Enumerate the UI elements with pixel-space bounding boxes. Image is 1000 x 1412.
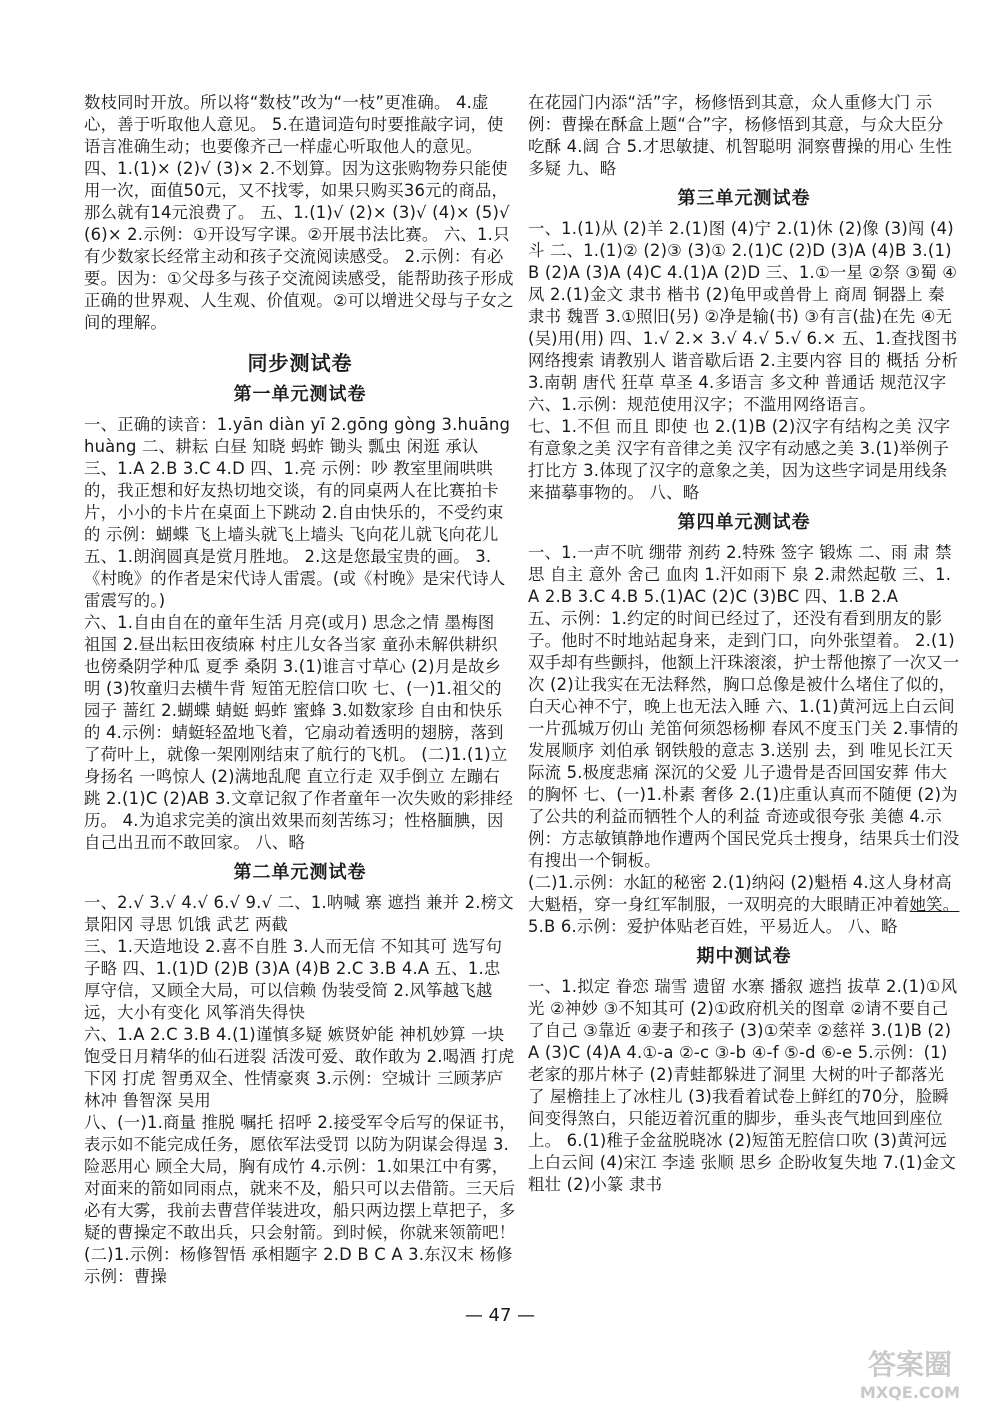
right-intro-text: 在花园门内添“活”字，杨修悟到其意，众人重修大门 示例：曹操在酥盒上题“合”字，杨修悟到其意，与众大臣分吃酥 4.阔 合 5.才思敏捷、机智聪明 洞察曹操的用心 生性多疑 九、略 xyxy=(528,93,953,178)
watermark-text: 答案圈 xyxy=(867,1348,953,1381)
unit3-answers: 一、1.(1)从 (2)羊 2.(1)图 (4)宁 2.(1)休 (2)像 (3)闯 (4)斗 二、1.(1)② (2)③ (3)① 2.(1)C (2)D (3)A (4)B 3.(1)B (2)A (3)A (4)C 4.(1)A (2)D 三、1.①一星 ②祭 ③蜀 ④凤 2.(1)金文 隶书 楷书 (2)龟甲或兽骨上 商周 铜器上 秦 隶书 魏晋 3.①照旧(另) ②净是输(书) ③有言(盐)在先 ④无(吴)用(用) 四、1.√ 2.× 3.√ 4.√ 5.√ 6.× 五、1.查找图书 网络搜索 请教别人 谐音歇后语 2.主要内容 目的 概括 分析 3.南朝 唐代 狂草 草圣 4.多语言 多文种 普通话 规范汉字 六、1.示例：规范使用汉字；不滥用网络语言。 七、1.不但 而且 即使 也 2.(1)B (2)汉字有结构之美 汉字有意象之美 汉字有音律之美 汉字有动感之美 3.(1)举例子 打比方 3.体现了汉字的意象之美，因为这些字词是用线条来描摹事物的。 八、略 xyxy=(528,219,959,502)
left-intro-text: 数枝同时开放。所以将“数枝”改为“一枝”更准确。 4.虚心，善于听取他人意见。 5.在遣词造句时要推敲字词，使语言准确生动；也要像齐己一样虚心听取他人的意见。 四、1.(1)× (2)√ (3)× 2.不划算。因为这张购物券只能使用一次，面值50元，又不找零，如果只购买36元的商品，那么就有14元浪费了。 五、1.(1)√ (2)× (3)√ (4)× (5)√ (6)× 2.示例：①开设写字课。②开展书法比赛。 六、1.只有少数家长经常主动和孩子交流阅读感受。 2.示例：有必要。因为：①父母多与孩子交流阅读感受，能帮助孩子形成正确的世界观、人生观、价值观。②可以增进父母与子女之间的理解。 xyxy=(84,93,514,332)
unit1-answers: 一、正确的读音：1.yān diàn yī 2.gōng gòng 3.huāng huàng 二、耕耘 白昼 知晓 蚂蚱 锄头 瓢虫 闲逛 承认 三、1.A 2.B 3.C 4.D 四、1.亮 示例：吵 教室里闹哄哄的，我正想和好友热切地交谈，有的同桌两人在比赛拍卡片，小小的卡片在桌面上下跳动 2.自由快乐的，不受约束的 示例：蝴蝶 飞上墙头就飞上墙头 飞向花儿就飞向花儿 五、1.朗润圆真是赏月胜地。 2.这是您最宝贵的画。 3.《村晚》的作者是宋代诗人雷震。(或《村晚》是宋代诗人雷震写的。) 六、1.自由自在的童年生活 月亮(或月) 思念之情 墨梅图 祖国 2.昼出耘田夜绩麻 村庄儿女各当家 童孙未解供耕织 也傍桑阴学种瓜 夏季 桑阴 3.(1)谁言寸草心 (2)月是故乡明 (3)牧童归去横牛背 短笛无腔信口吹 七、(一)1.祖父的园子 蔷红 2.蝴蝶 蜻蜓 蚂蚱 蜜蜂 3.如数家珍 自由和快乐的 4.示例：蜻蜓轻盈地飞着，它扇动着透明的翅膀，落到了荷叶上，就像一架刚刚结束了航行的飞机。 (二)1.(1)立身扬名 一鸣惊人 (2)满地乱爬 直立行走 双手倒立 左蹦右跳 2.(1)C (2)AB 3.文章记叙了作者童年一次失败的彩排经历。 4.为追求完美的演出效果而刻苦练习；性格腼腆，因自己出丑而不敢回家。 八、略 xyxy=(84,415,514,852)
midterm-answers: 一、1.拟定 眷恋 瑞雪 遗留 水寨 播叙 遮挡 拔草 2.(1)①风光 ②神妙 ③不知其可 (2)①政府机关的图章 ②请不要自己了自己 ③靠近 ④妻子和孩子 (3)①荣幸 ②慈祥 3.(1)B (2)A (3)C (4)A 4.①-a ②-c ③-b ④-f ⑤-d ⑥-e 5.示例：(1)老家的那片林子 (2)青蛙都躲进了洞里 大树的叶子都落光了 屋檐挂上了冰柱儿 (3)我看着试卷上鲜红的70分，脸瞬间变得煞白，只能迈着沉重的脚步，垂头丧气地回到座位上。 6.(1)稚子金盆脱晓冰 (2)短笛无腔信口吹 (3)黄河远上白云间 (4)宋江 李逵 张顺 思乡 企盼收复失地 7.(1)金文 粗壮 (2)小篆 隶书 xyxy=(528,977,962,1194)
unit4-title: 第四单元测试卷 xyxy=(677,512,811,533)
unit4-answers-tail: 5.B 6.示例：爱护体贴老百姓，平易近人。 八、略 xyxy=(528,895,965,936)
page-number: — 47 — xyxy=(464,1305,536,1326)
unit3-title: 第三单元测试卷 xyxy=(677,188,811,209)
left-column xyxy=(84,92,516,1288)
right-column xyxy=(528,92,965,1196)
watermark-url: MXQE.COM xyxy=(859,1383,961,1402)
midterm-title: 期中测试卷 xyxy=(696,946,792,967)
unit2-answers: 一、2.√ 3.√ 4.√ 6.√ 9.√ 二、1.呐喊 寨 遮挡 兼并 2.榜文 景阳冈 寻思 饥饿 武艺 两截 三、1.天造地设 2.喜不自胜 3.人而无信 不知其可 选写句子略 四、1.(1)D (2)B (3)A (4)B 2.C 3.B 4.A 五、1.忠厚守信，又顾全大局，可以信赖 伪装受简 2.风筝越飞越远，大小有变化 风筝消失得快 六、1.A 2.C 3.B 4.(1)谨慎多疑 嫉贤妒能 神机妙算 一块饱受日月精华的仙石迸裂 活泼可爱、敢作敢为 2.喝酒 打虎 下冈 打虎 智勇双全、性情豪爽 3.示例：空城计 三顾茅庐 林冲 鲁智深 吴用 八、(一)1.商量 推脱 嘱托 招呼 2.接受军令后写的保证书，表示如不能完成任务，愿依军法受罚 以防为阴谋会得逞 3.险恶用心 顾全大局，胸有成竹 4.示例：1.如果江中有雾，对面来的箭如同雨点，就来不及，船只可以去借箭。三天后必有大雾，我前去曹营佯装进攻，船只两边摆上草把子，多疑的曹操定不敢出兵，只会射箭。到时候，你就来领箭吧！ (二)1.示例：杨修智悟 承相题字 2.D B C A 3.东汉末 杨修 示例：曹操 xyxy=(84,893,516,1286)
unit2-title: 第二单元测试卷 xyxy=(233,862,367,883)
unit1-title: 第一单元测试卷 xyxy=(233,384,367,405)
unit4-answers-main: 一、1.一声不吭 绷带 剂药 2.特殊 签字 锻炼 二、雨 肃 禁 思 自主 意外 舍己 血肉 1.汗如雨下 泉 2.肃然起敬 三、1.A 2.B 3.C 4.B 5.(1)AC (2)C (3)BC 四、1.B 2.A 五、示例：1.约定的时间已经过了，还没有看到朋友的影子。他时不时地站起身来，走到门口，向外张望着。 2.(1)双手却有些颤抖，他额上汗珠滚滚，护士帮他擦了一次又一次 (2)让我实在无法释然，胸口总像是被什么堵住了似的，白天心神不宁，晚上也无法入睡 六、1.(1)黄河远上白云间 一片孤城万仞山 羌笛何须怨杨柳 春风不度玉门关 2.事情的发展顺序 刘伯承 钢铁般的意志 3.送别 去，到 唯见长江天际流 5.极度悲痛 深沉的父爱 儿子遗骨是否回国安葬 伟大的胸怀 七、(一)1.朴素 奢侈 2.(1)庄重认真而不随便 (2)为了公共的利益而牺牲个人的利益 奇迹或很夸张 美德 4.示例：方志敏镇静地作遭两个国民党兵士搜身，结果兵士们没有搜出一个铜板。 (二)1.示例：水缸的秘密 2.(1)纳闷 (2)魁梧 4.这人身材高大魁梧，穿一身红军制服，一双明亮的大眼睛正冲着 xyxy=(528,543,960,914)
main-section-title: 同步测试卷 xyxy=(247,351,353,375)
watermark-logo xyxy=(830,1340,990,1404)
unit4-answers xyxy=(528,542,965,938)
unit4-underlined-text: 她笑。 xyxy=(909,895,960,914)
